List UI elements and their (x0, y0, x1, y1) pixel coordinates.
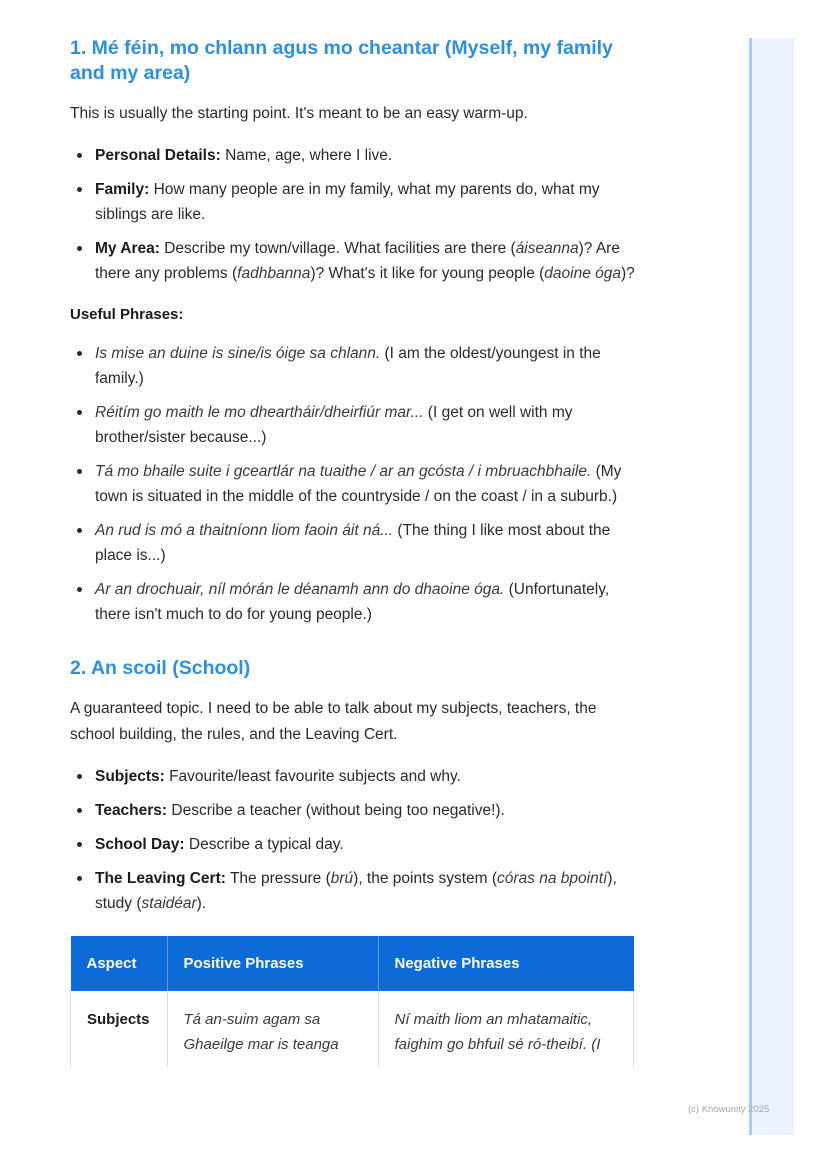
section-1-title: 1. Mé féin, mo chlann agus mo cheantar (Myself, my family and my area) (70, 37, 613, 84)
section-2-title: 2. An scoil (School) (70, 657, 251, 679)
list-item: School Day: Describe a typical day. (95, 832, 636, 857)
phrases-table (70, 936, 634, 1067)
list-item: Réitím go maith le mo dheartháir/dheirfiúr mar... (I get on well with my brother/sister because...) (95, 400, 636, 450)
list-item: Tá mo bhaile suite i gceartlár na tuaithe / ar an gcósta / i mbruachbhaile. (My town is situated in the middle of the countryside / on the coast / in a suburb.) (95, 459, 636, 509)
list-item: Teachers: Describe a teacher (without being too negative!). (95, 798, 636, 823)
right-margin-panel (749, 38, 794, 1135)
useful-phrases-list (70, 341, 636, 627)
item-label: School Day: (95, 836, 185, 853)
header-negative: Negative Phrases (378, 936, 634, 991)
list-item: Family: How many people are in my family, what my parents do, what my siblings are like. (95, 177, 636, 227)
table-row (71, 991, 634, 1067)
section-1-list (70, 143, 636, 286)
useful-phrases-heading: Useful Phrases: (70, 306, 184, 323)
item-label: Teachers: (95, 802, 168, 819)
list-item: My Area: Describe my town/village. What facilities are there (áiseanna)? Are there any problems (fadhbanna)? What's it like for young people (daoine óga)? (95, 236, 636, 286)
header-positive: Positive Phrases (167, 936, 378, 991)
footer-copyright: (c) Knowunity 2025 (688, 1104, 770, 1115)
section-2-list (70, 764, 636, 916)
cell-positive: Tá an-suim agam sa Ghaeilge mar is teanga (167, 991, 378, 1067)
list-item: The Leaving Cert: The pressure (brú), the points system (córas na bpointí), study (staidéar). (95, 866, 636, 916)
cell-aspect: Subjects (71, 991, 168, 1067)
item-label: The Leaving Cert: (95, 870, 226, 887)
section-2-intro: A guaranteed topic. I need to be able to talk about my subjects, teachers, the school building, the rules, and the Leaving Cert. (70, 700, 597, 743)
document-body (70, 36, 636, 1067)
item-label: Personal Details: (95, 147, 221, 164)
cell-negative: Ní maith liom an mhatamaitic, faighim go bhfuil sé ró-theibí. (I (378, 991, 634, 1067)
list-item: An rud is mó a thaitníonn liom faoin áit ná... (The thing I like most about the place is...) (95, 518, 636, 568)
table-header-row (71, 936, 634, 991)
section-1-intro: This is usually the starting point. It's meant to be an easy warm-up. (70, 105, 528, 122)
header-aspect: Aspect (71, 936, 168, 991)
list-item: Is mise an duine is sine/is óige sa chlann. (I am the oldest/youngest in the family.) (95, 341, 636, 391)
list-item: Subjects: Favourite/least favourite subjects and why. (95, 764, 636, 789)
item-label: My Area: (95, 240, 160, 257)
item-label: Family: (95, 181, 150, 198)
list-item: Ar an drochuair, níl mórán le déanamh ann do dhaoine óga. (Unfortunately, there isn't much to do for young people.) (95, 577, 636, 627)
list-item: Personal Details: Name, age, where I live. (95, 143, 636, 168)
item-label: Subjects: (95, 768, 165, 785)
